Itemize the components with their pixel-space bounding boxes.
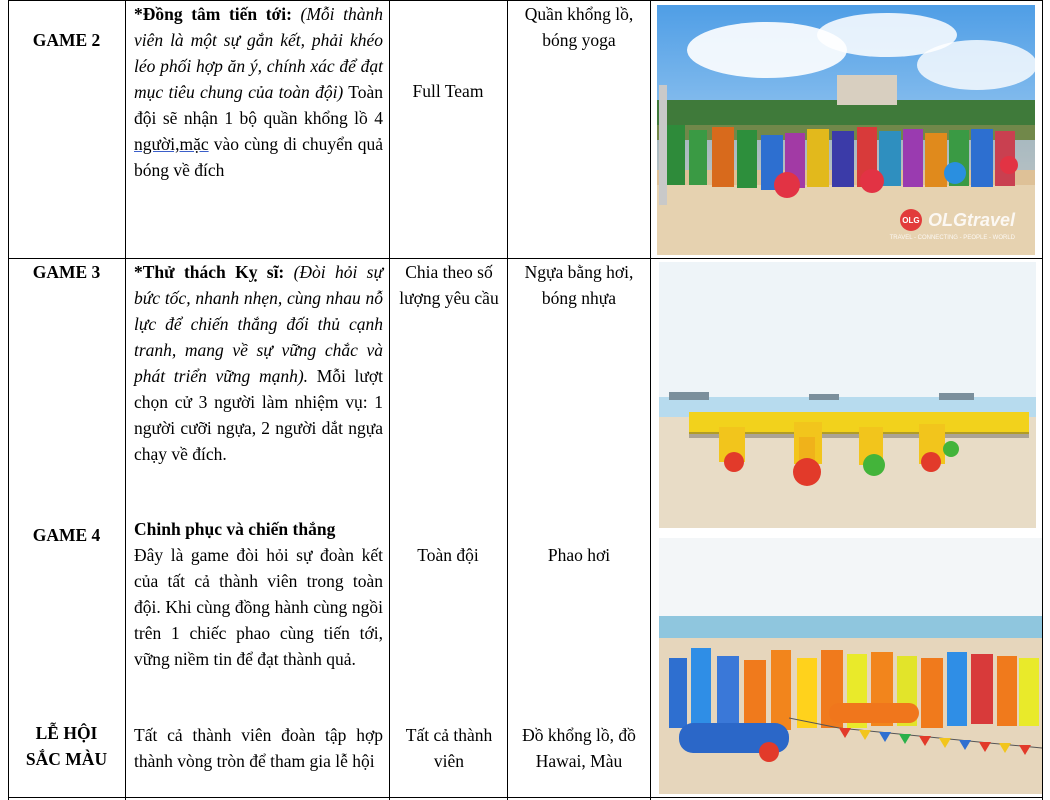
olg-logo-text: OLGtravel [927, 209, 1015, 230]
game-2-participants: Full Team [412, 81, 484, 101]
game-2-description [134, 1, 383, 183]
game-4-description [134, 516, 383, 672]
festival-label-line2: SẮC MÀU [25, 749, 108, 769]
festival-label-line1: LỄ HỘI [35, 723, 98, 743]
game-2-desc-before: Toàn đội sẽ nhận 1 bộ quần khổng lồ 4 [134, 82, 384, 128]
game-3-label: GAME 3 [32, 262, 101, 282]
game-4-props: Phao hơi [547, 545, 611, 565]
festival-participants: Tất cả thành viên [405, 725, 493, 771]
festival-props: Đồ khổng lồ, đồ Hawai, Màu [522, 725, 636, 771]
olg-travel-logo [900, 209, 1015, 231]
game-2-title: *Đồng tâm tiến tới: [134, 4, 292, 24]
knight-challenge-photo [659, 262, 1036, 528]
game-4-label: GAME 4 [32, 525, 101, 545]
festival-description: Tất cả thành viên đoàn tập hợp thành vòng tròn để tham gia lễ hội [134, 725, 383, 771]
game-2-props: Quần khổng lồ, bóng yoga [524, 4, 634, 50]
game-3-intro: (Đòi hỏi sự bức tốc, nhanh nhẹn, cùng nhau nỗ lực để chiến thắng đối thủ cạnh tranh, mang về sự vững chắc và phát triển vững mạnh). [134, 262, 383, 386]
olg-logo-icon: OLG [900, 209, 922, 231]
game-2-desc-underlined: người,mặc [134, 134, 209, 154]
game-3-props: Ngựa bằng hơi, bóng nhựa [524, 262, 634, 308]
game-2-desc-after: vào cùng di chuyển quả bóng về đích [134, 134, 384, 180]
game-4-participants: Toàn đội [417, 545, 479, 565]
game-2-label: GAME 2 [32, 30, 101, 50]
game-3-desc: Mỗi lượt chọn cử 3 người làm nhiệm vụ: 1 người cưỡi ngựa, 2 người dắt ngựa chạy về đích. [134, 366, 383, 464]
olg-logo-tagline: TRAVEL - CONNECTING - PEOPLE - WORLD [889, 235, 1015, 241]
game-3-participants: Chia theo số lượng yêu cầu [399, 262, 499, 308]
game-3-description [134, 259, 383, 467]
game-2-intro: (Mỗi thành viên là một sự gắn kết, phải khéo léo phối hợp ăn ý, chính xác để đạt mục tiêu chung của toàn đội) [134, 4, 383, 102]
game-3-title: *Thử thách Kỵ sĩ: [134, 262, 285, 282]
team-costume-photo [657, 5, 1035, 255]
game-4-desc: Đây là game đòi hỏi sự đoàn kết của tất cả thành viên trong toàn đội. Khi cùng đồng hành cùng ngồi trên 1 chiếc phao cùng tiến tới, vững niềm tin để đạt thành quả. [134, 545, 383, 669]
tug-of-war-beach-photo [659, 538, 1042, 794]
game-4-title: Chinh phục và chiến thắng [134, 519, 336, 539]
festival-label [10, 720, 123, 772]
